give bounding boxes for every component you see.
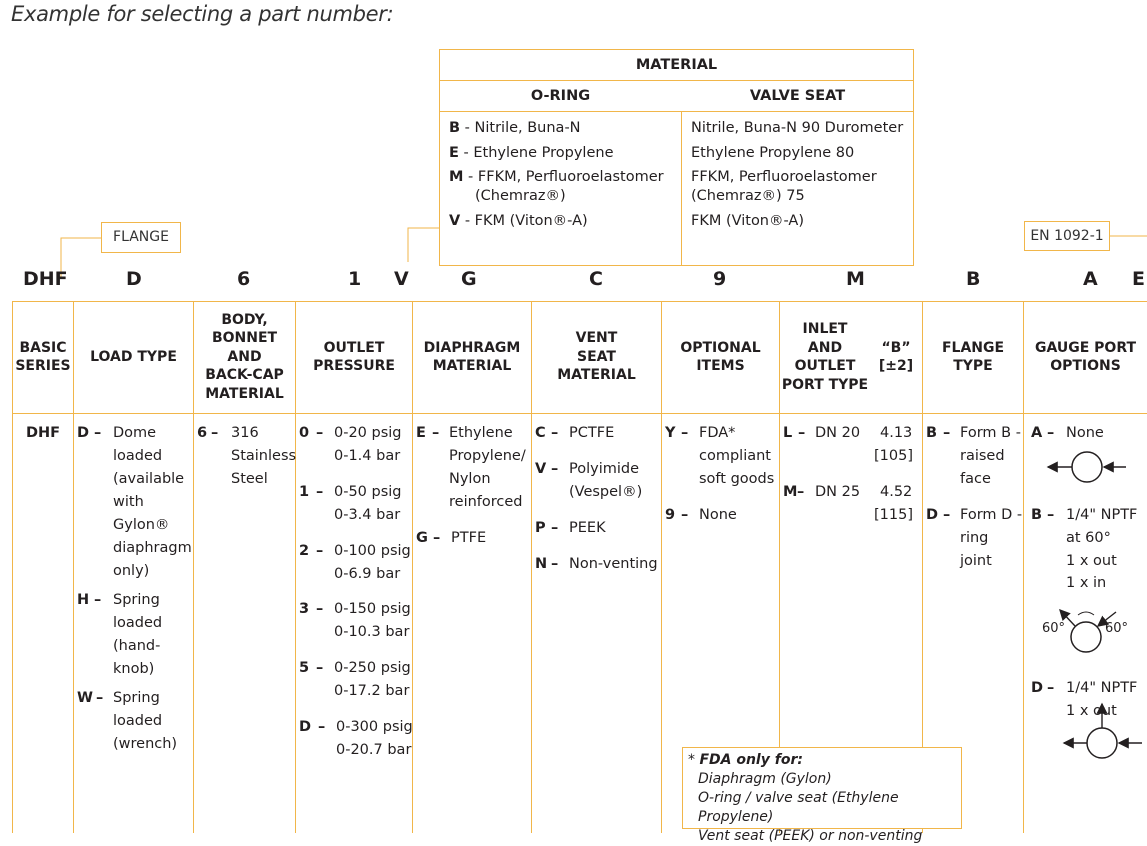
angle-label: 60° (1042, 621, 1066, 636)
fda-note-title: FDA only for: (699, 752, 803, 768)
code-letter: E (1132, 268, 1145, 290)
fda-note: * FDA only for: Diaphragm (Gylon) O-ring / valve seat (Ethylene Propylene) Vent seat (PEEK) or non-venting (682, 747, 962, 829)
seat-row: Ethylene Propylene 80 (691, 145, 855, 161)
code-letter: G (461, 268, 477, 290)
header-optional-items: OPTIONAL ITEMS (680, 339, 761, 374)
code-letter: 6 (237, 268, 251, 290)
seat-row: FKM (Viton®-A) (691, 213, 804, 229)
header-gauge-port: GAUGE PORT OPTIONS (1034, 339, 1137, 374)
callout-connectors (0, 0, 1147, 300)
angle-label: 60° (1105, 621, 1129, 636)
code-letter: 1 (348, 268, 362, 290)
fda-note-line: Vent seat (PEEK) or non-venting (698, 828, 923, 844)
material-title: MATERIAL (635, 57, 718, 73)
code-letter: D (126, 268, 142, 290)
oring-row: V - FKM (Viton®-A) (449, 213, 588, 229)
header-vent-seat: VENT SEAT MATERIAL (557, 330, 636, 384)
oring-row: B - Nitrile, Buna-N (449, 120, 581, 136)
oring-row-cont: (Chemraz®) (475, 188, 566, 204)
header-inlet-port: INLET AND OUTLET PORT TYPE (781, 321, 869, 393)
code-letter: M (846, 268, 865, 290)
fda-note-line: O-ring / valve seat (Ethylene Propylene) (698, 790, 899, 825)
gauge-port-diagrams (1024, 440, 1147, 770)
header-outlet-pressure: OUTLET PRESSURE (313, 339, 395, 374)
oring-row: M - FFKM, Perfluoroelastomer (449, 169, 664, 185)
basic-series-value: DHF (26, 425, 61, 441)
header-diaphragm: DIAPHRAGM MATERIAL (423, 339, 521, 374)
code-letter: C (589, 268, 603, 290)
oring-header: O-RING (530, 88, 591, 104)
fda-note-line: Diaphragm (Gylon) (698, 771, 832, 787)
header-basic-series: BASIC SERIES (15, 339, 71, 374)
valve-seat-header: VALVE SEAT (749, 88, 846, 104)
code-letter: DHF (23, 268, 68, 290)
code-letter: 9 (713, 268, 727, 290)
intro-text: Example for selecting a part number: (11, 2, 394, 26)
gauge-diagram-a (1048, 452, 1126, 482)
header-load-type: LOAD TYPE (90, 348, 177, 365)
flange-callout: FLANGE (101, 222, 181, 253)
header-body-material: BODY, BONNET AND BACK-CAP MATERIAL (205, 311, 284, 402)
seat-row: Nitrile, Buna-N 90 Durometer (691, 120, 904, 136)
oring-row: E - Ethylene Propylene (449, 145, 614, 161)
header-b-dimension: “B” [±2] (878, 339, 914, 374)
seat-row: FFKM, Perfluoroelastomer (691, 169, 877, 185)
code-letter: V (394, 268, 409, 290)
header-flange-type: FLANGE TYPE (941, 339, 1005, 374)
gauge-diagram-b (1042, 610, 1128, 652)
code-letter: B (966, 268, 981, 290)
seat-row-cont: (Chemraz®) 75 (691, 188, 805, 204)
standard-callout: EN 1092-1 (1024, 221, 1110, 251)
code-letter: A (1083, 268, 1098, 290)
gauge-diagram-d (1064, 704, 1142, 758)
